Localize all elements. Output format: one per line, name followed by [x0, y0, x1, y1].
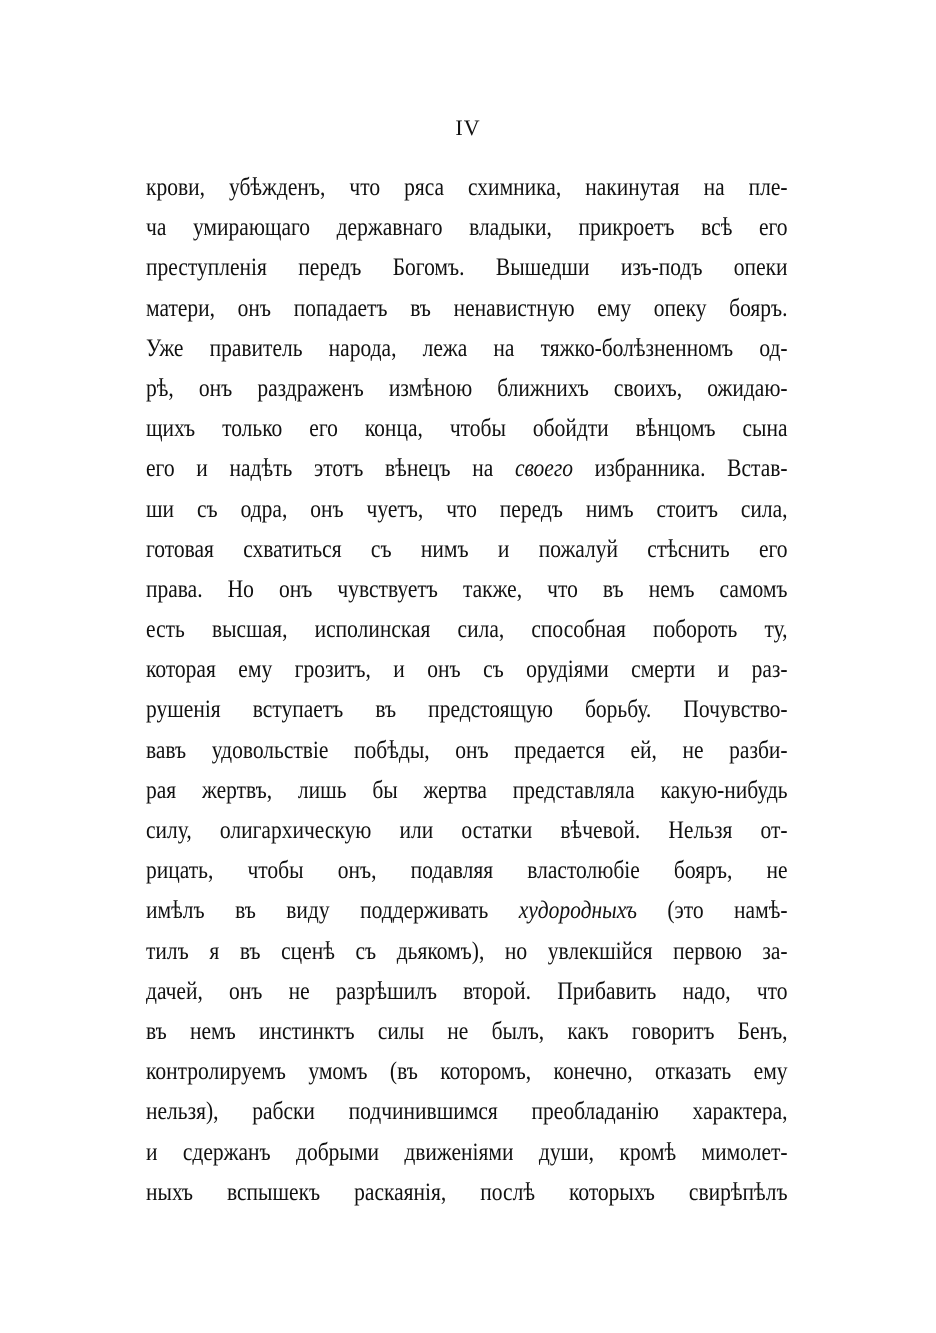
text-segment: силу, олигархическую или остатки вѣчевой. Нельзя от-	[146, 817, 788, 844]
italic-text: худородныхъ	[518, 897, 637, 925]
text-line	[146, 771, 788, 811]
text-line	[146, 449, 788, 489]
body-text	[146, 168, 788, 1213]
text-line	[146, 369, 788, 409]
text-line	[146, 1012, 788, 1052]
text-segment: ныхъ вспышекъ раскаянія, послѣ которыхъ свирѣпѣлъ	[146, 1178, 788, 1206]
text-line	[146, 1092, 788, 1132]
text-segment: рая жертвъ, лишь бы жертва представляла какую-нибудь	[146, 776, 788, 804]
text-line	[146, 168, 788, 208]
text-segment: права. Но онъ чувствуетъ также, что въ немъ самомъ	[146, 575, 788, 603]
text-segment: контролируемъ умомъ (въ которомъ, конечно, отказать ему	[146, 1058, 788, 1086]
text-segment: и сдержанъ добрыми движеніями души, кромѣ мимолет-	[146, 1138, 788, 1166]
text-segment: тилъ я въ сценѣ съ дьякомъ), но увлекшійся первою за-	[146, 937, 788, 965]
text-segment: его и надѣть этотъ вѣнецъ на	[146, 455, 515, 483]
text-line	[146, 932, 788, 972]
text-segment: имѣлъ въ виду поддерживать	[146, 897, 519, 925]
text-segment: дачей, онъ не разрѣшилъ второй. Прибавить надо, что	[146, 977, 788, 1005]
text-line	[146, 208, 788, 248]
text-line	[146, 650, 788, 690]
italic-text: своего	[514, 455, 573, 483]
text-segment: Уже правитель народа, лежа на тяжко-болѣзненномъ од-	[146, 334, 788, 362]
text-line	[146, 1052, 788, 1092]
text-segment: рѣ, онъ раздраженъ измѣною ближнихъ своихъ, ожидаю-	[146, 374, 788, 402]
text-line	[146, 289, 788, 329]
text-line	[146, 409, 788, 449]
text-segment: преступленія передъ Богомъ. Вышедши изъ-подъ опеки	[146, 254, 788, 282]
text-segment: рицать, чтобы онъ, подавляя властолюбіе бояръ, не	[146, 857, 788, 885]
text-line	[146, 891, 788, 931]
text-segment: въ немъ инстинктъ силы не былъ, какъ говоритъ Бенъ,	[146, 1017, 788, 1045]
text-line	[146, 811, 788, 851]
text-line	[146, 490, 788, 530]
text-line	[146, 972, 788, 1012]
text-segment: ши съ одра, онъ чуетъ, что передъ нимъ стоитъ сила,	[146, 495, 788, 523]
text-line	[146, 248, 788, 288]
text-line	[146, 610, 788, 650]
text-segment: матери, онъ попадаетъ въ ненавистную ему опеку бояръ.	[146, 294, 788, 322]
text-segment: нельзя), рабски подчинившимся преобладанію характера,	[146, 1098, 788, 1126]
text-segment: рушенія вступаетъ въ предстоящую борьбу. Почувство-	[146, 696, 788, 724]
text-segment: готовая схватиться съ нимъ и пожалуй стѣснить его	[146, 535, 788, 563]
text-segment: (это намѣ-	[636, 897, 788, 925]
text-line	[146, 1173, 788, 1213]
page-number: IV	[455, 115, 481, 140]
text-line	[146, 1133, 788, 1173]
text-segment: избранника. Встав-	[572, 455, 788, 483]
text-line	[146, 731, 788, 771]
text-line	[146, 329, 788, 369]
text-segment: крови, убѣжденъ, что ряса схимника, накинутая на пле-	[146, 174, 788, 201]
text-segment: вавъ удовольствіе побѣды, онъ предается ей, не разби-	[146, 736, 788, 764]
text-segment: которая ему грозитъ, и онъ съ орудіями смерти и раз-	[146, 656, 788, 684]
text-line	[146, 690, 788, 730]
text-line	[146, 851, 788, 891]
text-segment: есть высшая, исполинская сила, способная побороть ту,	[146, 616, 788, 644]
text-line	[146, 530, 788, 570]
text-segment: щихъ только его конца, чтобы обойдти вѣнцомъ сына	[146, 415, 788, 443]
text-line	[146, 570, 788, 610]
text-segment: ча умирающаго державнаго владыки, прикроетъ всѣ его	[146, 214, 788, 242]
